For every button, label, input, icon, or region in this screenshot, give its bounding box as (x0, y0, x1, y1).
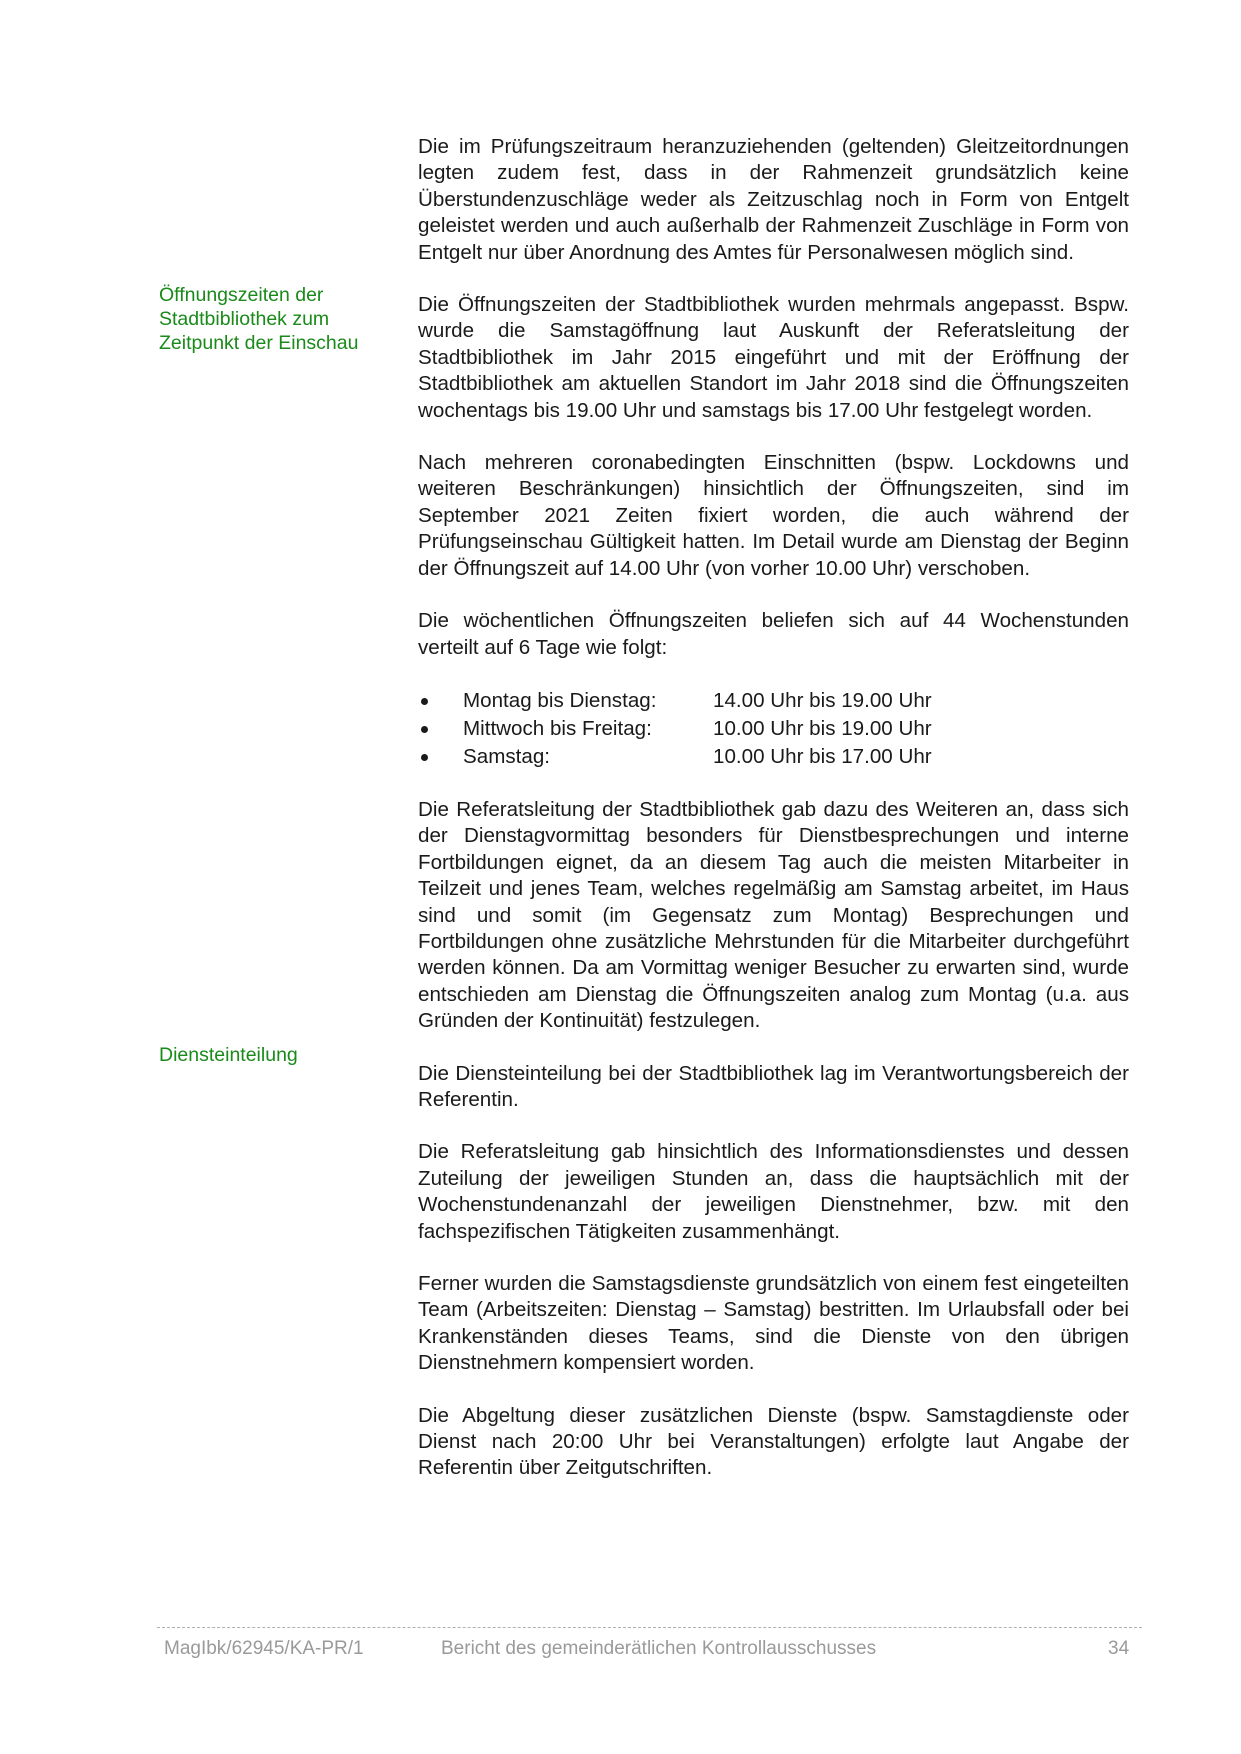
schedule-days: Samstag: (463, 744, 550, 768)
margin-note-opening-hours: Öffnungszeiten der Stadtbibliothek zum Zeitpunkt der Einschau (159, 284, 359, 355)
paragraph-compensation: Die Abgeltung dieser zusätzlichen Dienste (bspw. Samstagdienste oder Dienst nach 20:00 Uhr bei Veranstaltungen) erfolgte laut Angabe der Referentin über Zeitgutschriften. (418, 1403, 1129, 1480)
bullet-icon (418, 687, 463, 715)
paragraph-corona-changes: Nach mehreren coronabedingten Einschnitten (bspw. Lockdowns und weiteren Beschränkungen) hinsichtlich der Öffnungszeiten, sind im September 2021 Zeiten fixiert worden, die auch während der Prüfungseinschau Gültigkeit hatten. Im Detail wurde am Dienstag der Beginn der Öffnungszeit auf 14.00 Uhr (von vorher 10.00 Uhr) verschoben. (418, 451, 1129, 580)
schedule-time: 14.00 Uhr bis 19.00 Uhr (713, 688, 932, 712)
paragraph-information-service: Die Referatsleitung gab hinsichtlich des Informationsdienstes und dessen Zuteilung der jeweiligen Stunden an, dass die hauptsächlich mit der Wochenstundenanzahl der jeweiligen Dienstnehmer, bzw. mit den fachspezifischen Tätigkeiten zusammenhängt. (418, 1140, 1129, 1243)
opening-hours-list (418, 687, 1129, 771)
footer-divider (157, 1627, 1142, 1628)
schedule-days: Mittwoch bis Freitag: (463, 716, 652, 740)
paragraph-saturday-team: Ferner wurden die Samstagsdienste grundsätzlich von einem fest eingeteilten Team (Arbeitszeiten: Dienstag – Samstag) bestritten. Im Urlaubsfall oder bei Krankenständen dieses Teams, sind die Dienste von den übrigen Dienstnehmern kompensiert worden. (418, 1272, 1129, 1375)
schedule-days: Montag bis Dienstag: (463, 688, 657, 712)
footer-reference: MagIbk/62945/KA-PR/1 (164, 1638, 364, 1659)
paragraph-flextime: Die im Prüfungszeitraum heranzuziehenden (geltenden) Gleitzeitordnungen legten zudem fest, dass in der Rahmenzeit grundsätzlich keine Überstundenzuschläge weder als Zeitzuschlag noch in Form von Entgelt geleistet werden und auch außerhalb der Rahmenzeit Zuschläge in Form von Entgelt nur über Anordnung des Amtes für Personalwesen möglich sind. (418, 135, 1129, 264)
schedule-time: 10.00 Uhr bis 19.00 Uhr (713, 716, 932, 740)
paragraph-tuesday-rationale: Die Referatsleitung der Stadtbibliothek gab dazu des Weiteren an, dass sich der Dienstagvormittag besonders für Dienstbesprechungen und interne Fortbildungen eignet, da an diesem Tag auch die meisten Mitarbeiter in Teilzeit und jenes Team, welches regelmäßig am Samstag arbeitet, im Haus sind und somit (im Gegensatz zum Montag) Besprechungen und Fortbildungen ohne zusätzliche Mehrstunden für die Mitarbeiter durchgeführt werden können. Da am Vormittag weniger Besucher zu erwarten sind, wurde entschieden am Dienstag die Öffnungszeiten analog zum Montag (u.a. aus Gründen der Kontinuität) festzulegen. (418, 797, 1129, 1033)
list-item (418, 687, 1129, 715)
list-item (418, 715, 1129, 743)
paragraph-duty-responsibility: Die Diensteinteilung bei der Stadtbibliothek lag im Verantwortungsbereich der Referentin. (418, 1061, 1129, 1111)
paragraph-opening-hours-history: Die Öffnungszeiten der Stadtbibliothek wurden mehrmals angepasst. Bspw. wurde die Samstagöffnung laut Auskunft der Referatsleitung der Stadtbibliothek im Jahr 2015 eingeführt und mit der Eröffnung der Stadtbibliothek am aktuellen Standort im Jahr 2018 sind die Öffnungszeiten wochentags bis 19.00 Uhr und samstags bis 17.00 Uhr festgelegt worden. (418, 293, 1129, 422)
body-text (418, 134, 1129, 1508)
margin-note-duty-roster: Diensteinteilung (159, 1044, 298, 1066)
page-number: 34 (1108, 1638, 1130, 1659)
paragraph-weekly-hours: Die wöchentlichen Öffnungszeiten beliefen sich auf 44 Wochenstunden verteilt auf 6 Tage wie folgt: (418, 609, 1129, 659)
bullet-icon (418, 715, 463, 743)
bullet-icon (418, 743, 463, 771)
schedule-time: 10.00 Uhr bis 17.00 Uhr (713, 744, 932, 768)
list-item (418, 743, 1129, 771)
footer-title: Bericht des gemeinderätlichen Kontrollausschusses (441, 1638, 877, 1659)
